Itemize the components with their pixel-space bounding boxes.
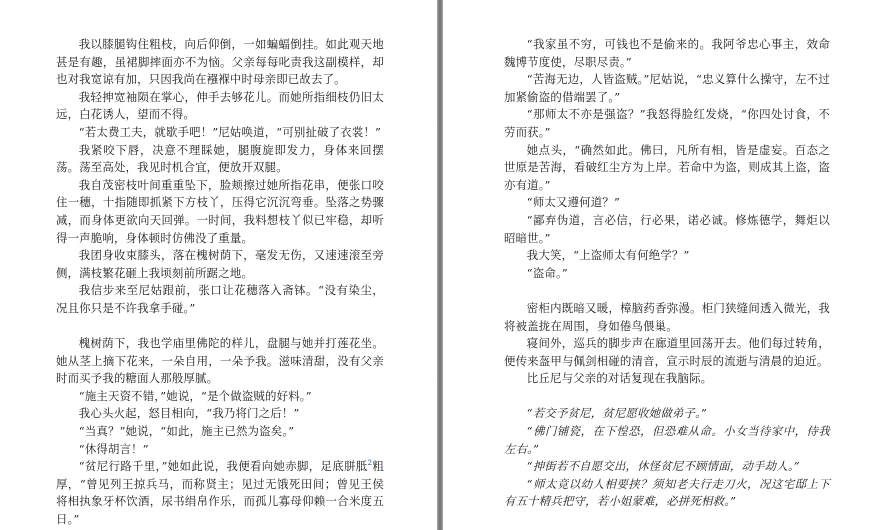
italic-paragraph: “若交予贫尼，贫尼愿收她做弟子。” (526, 406, 708, 421)
paragraph: 我信步来至尼姑跟前，张口让花穗落入斋钵。“没有染尘，况且你只是不许我拿手碰。” (56, 283, 384, 315)
paragraph: “师太又遵何道？” (526, 195, 620, 210)
paragraph: 槐树荫下，我也学庙里佛陀的样儿，盘腿与她并打莲花坐。她从茎上摘下花来，一朵自用，一朵予我。滋味清甜，没有父亲时而买予我的糖面人那般厚腻。 (56, 336, 384, 386)
paragraph: 寝间外，巡兵的脚步声在廊道里回荡开去。他们每过转角，便传来盔甲与佩剑相碰的清音，宣示时辰的流逝与清晨的迫近。 (504, 336, 830, 368)
paragraph: “施主天资不错，”她说，“是个做盗贼的好料。” (78, 388, 312, 403)
section-break (504, 388, 830, 406)
paragraph: 我轻抻宽袖陨在掌心，伸手去够花儿。而她所指细枝仍旧太远，白花诱人，望而不得。 (56, 89, 384, 122)
right-text-column (504, 36, 830, 511)
italic-paragraph: “师太竟以幼人相要挟？须知老夫行走刀火，况这宅邸上下有五十精兵把守，若小姐蒙难，必拼死相救。” (504, 476, 830, 509)
paragraph: “当真？”她说，“如此，施主已然为盗矣。” (78, 424, 295, 439)
paragraph: “我家虽不穷，可钱也不是偷来的。我阿爷忠心事主，效命魏博节度使，尽职尽责。” (504, 37, 830, 69)
section-break (56, 318, 384, 336)
italic-paragraph: “抻街若不自愿交出，休怪贫尼不顾情面，动手劫人。” (526, 459, 800, 474)
paragraph: “鄙弃伪道，言必信，行必果，诺必诚。修炼德学，舞炬以昭暗世。” (504, 212, 830, 245)
paragraph: 我以膝腿钩住粗枝，向后仰倒，一如蝙蝠倒挂。如此观天地甚是有趣，虽裙脚摔面亦不为恼。父亲每每叱责我这副模样，却也对我宽谅有加，只因我尚在襁褓中时母亲即已故去了。 (56, 37, 384, 87)
paragraph-text: “贫尼行路千里，”她如此说，我便看向她赤脚，足底胼胝 (78, 459, 368, 474)
paragraph (56, 458, 384, 528)
paragraph: “休得胡言！” (78, 441, 149, 456)
paragraph: 我心头火起，怒目相向，“我乃将门之后！” (78, 406, 300, 421)
paragraph: “若太费工夫，就歇手吧！”尼姑唤道，“可别扯破了衣裳！” (78, 124, 382, 139)
italic-dialogue-block (504, 405, 830, 511)
paragraph: 我团身收束膝头，落在槐树荫下，毫发无伤，又速速滚至旁侧，满枝繁花砸上我顷刻前所踞之地。 (56, 248, 384, 280)
paragraph: “那师太不亦是强盗？”我怒得脸红发烧，“你四处讨食，不劳而获。” (504, 107, 830, 139)
right-page (443, 0, 883, 530)
left-text-column (56, 36, 384, 529)
paragraph: “盗命。” (526, 265, 568, 280)
paragraph-text-cont: 粗厚，“曾见列王掠兵马，而称贤主；见过无饿死田间；曾见王侯将相执象牙杯饮酒，尿书绢帛作乐，而孤儿寡母仰赖一合米度五日。” (56, 459, 384, 527)
paragraph: 我紧咬下唇，决意不理睬她，腿腹旋即发力，身体来回摆荡。荡至高处，我见时机合宜，便放开双腿。 (56, 142, 384, 175)
paragraph: 她点头，“确然如此。佛曰，凡所有相，皆是虚妄。百态之世原是苦海，看破红尘方为上岸。若命中为盗，则成其上盗，盗亦有道。” (504, 142, 830, 192)
italic-paragraph: “佛门铺瓷，在下惶恐，但恐难从命。小女当待家中，侍我左右。” (504, 424, 830, 456)
footnote-link[interactable]: 2 (367, 459, 373, 468)
paragraph: 比丘尼与父亲的对话复现在我脑际。 (526, 371, 713, 386)
paragraph: “苦海无边，人皆盗贼。”尼姑说，“忠义算什么操守，左不过加紧偷盗的借端罢了。” (504, 72, 830, 104)
paragraph: 我大笑，“上盗师太有何绝学？” (526, 248, 690, 263)
left-page (0, 0, 437, 530)
paragraph: 密柜内既暗又暖，樟脑药香弥漫。柜门狭缝间透入微光，我将被盖拢在周围，身如倦鸟偎巢。 (504, 300, 830, 333)
section-break (504, 282, 830, 300)
paragraph: 我自茂密枝叶间重重坠下，脸颊擦过她所指花串，便张口咬住一穗，十指随即抓紧下方枝丫，压得它沉沉弯垂。坠落之势骤减，而身体更欲向天回弹。一时间，我料想枝丫似已牢稳，却听得一声脆响，身体顿时仿佛没了重量。 (56, 177, 384, 245)
